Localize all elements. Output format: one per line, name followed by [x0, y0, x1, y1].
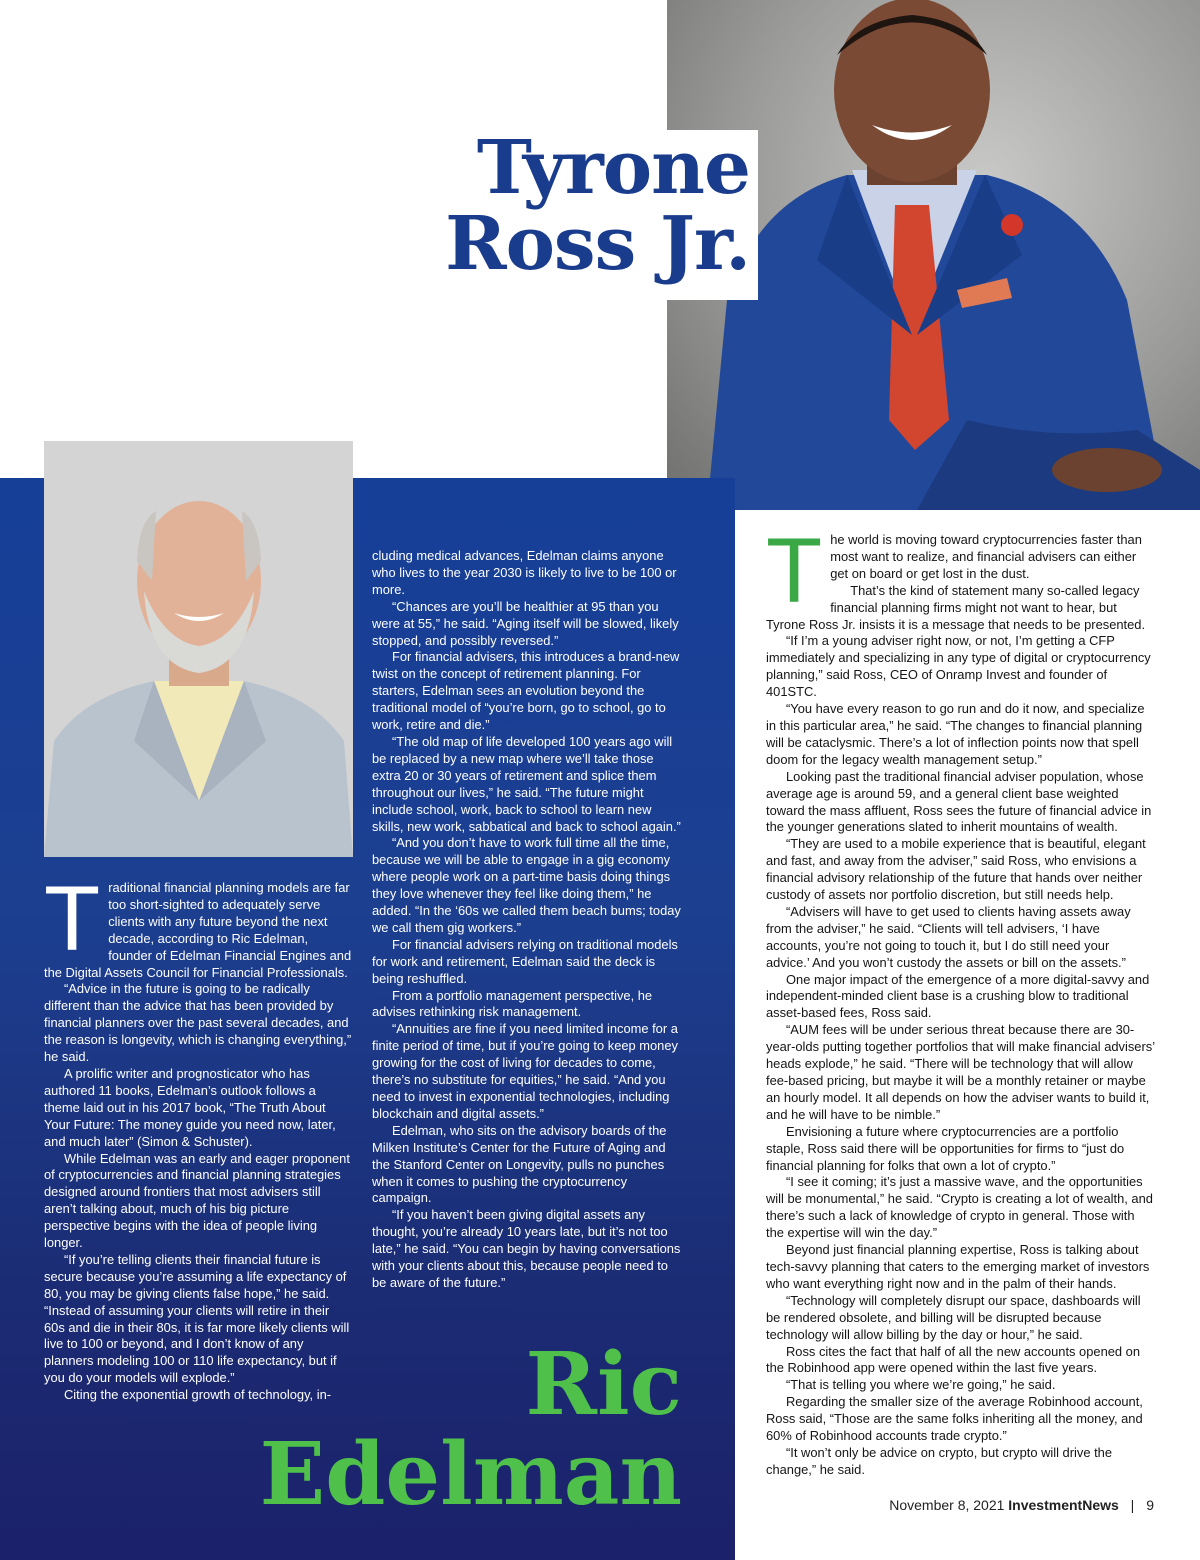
- paragraph: For financial advisers, this introduces a brand-new twist on the concept of retirement planning. For starters, Edelman sees an evolution beyond the traditional model of “you’re born, go to school, go to work, retire and die.”: [372, 649, 680, 733]
- paragraph: “AUM fees will be under serious threat because there are 30-year-olds putting together portfolios that will make financial advisers’ heads explode,” he said. “There will be technology that will allow fee-based pricing, but maybe it will be a monthly retainer or maybe an hourly model. It all depends on how the adviser wants to build it, and he will have to be nimble.”: [766, 1022, 1155, 1122]
- paragraph: he world is moving toward cryptocurrencies faster than most want to realize, and financial advisers can either get on board or get lost in the dust.: [830, 532, 1142, 581]
- paragraph: Ross cites the fact that half of all the new accounts opened on the Robinhood app were opened within the last five years.: [766, 1343, 1140, 1376]
- footer-separator: |: [1130, 1497, 1135, 1513]
- paragraph: Envisioning a future where cryptocurrencies are a portfolio staple, Ross said there will be opportunities for firms to “just do financial planning for folks that own a lot of crypto.”: [766, 1123, 1125, 1173]
- ric-article-column-1: [44, 868, 353, 1404]
- ric-edelman-photo: [44, 441, 353, 857]
- paragraph: That’s the kind of statement many so-called legacy financial planning firms might not want to hear, but Tyrone Ross Jr. insists it is a message that needs to be presented.: [766, 582, 1146, 632]
- page-number: 9: [1146, 1497, 1154, 1513]
- paragraph: “If you haven’t been giving digital assets any thought, you’re already 10 years late, but it’s not too late,” he said. “You can begin by having conversations with your clients about this, because people need to be aware of the future.”: [372, 1207, 681, 1290]
- paragraph: While Edelman was an early and eager proponent of cryptocurrencies and financial planning strategies designed around frontiers that most advisers still aren’t talking about, much of his big picture perspective begins with the idea of people living longer.: [44, 1150, 350, 1251]
- tyrone-dropcap: T: [766, 520, 823, 622]
- paragraph: cluding medical advances, Edelman claims anyone who lives to the year 2030 is likely to live to be 100 or more.: [372, 548, 677, 597]
- paragraph: Regarding the smaller size of the average Robinhood account, Ross said, “Those are the same folks inheriting all the money, and 60% of Robinhood accounts trade crypto.”: [766, 1394, 1143, 1444]
- page-footer: [889, 1497, 1154, 1513]
- paragraph: Edelman, who sits on the advisory boards of the Milken Institute’s Center for the Future of Aging and the Stanford Center on Longevity, pulls no punches when it comes to pushing the cryptocurrency campaign.: [372, 1122, 667, 1206]
- publication-name: InvestmentNews: [1008, 1497, 1119, 1513]
- paragraph: “If you’re telling clients their financial future is secure because you’re assuming a life expectancy of 80, you may be giving clients false hope,” he said. “Instead of assuming your clients will retire in their 60s and die in their 80s, it is far more likely clients will live to 100 or beyond, and I don’t know of any planners modeling 100 or 110 life expectancy, but if you do your models will explode.”: [44, 1251, 350, 1386]
- tyrone-article-column: [766, 520, 1156, 1479]
- paragraph: Citing the exponential growth of technology, in-: [64, 1387, 332, 1403]
- paragraph: “Technology will completely disrupt our space, dashboards will be rendered obsolete, and billing will be disrupted because technology will allow billing by the day or hour,” he said.: [766, 1292, 1141, 1342]
- tyrone-title: [318, 125, 750, 287]
- ric-title-line1: Ric: [525, 1334, 682, 1435]
- paragraph: Looking past the traditional financial adviser population, whose average age is around 59, and a general client base weighted toward the mass affluent, Ross sees the future of financial advice in the younger generations slated to inherit mountains of wealth.: [766, 768, 1152, 835]
- paragraph: “Advisers will have to get used to clients having assets away from the adviser,” he said. “Clients will tell advisers, ‘I have accounts, you’re not going to touch it, but I do still need your advice.’ And you won’t custody the assets or bill on the assets.”: [766, 903, 1131, 970]
- paragraph: “It won’t only be advice on crypto, but crypto will drive the change,” he said.: [766, 1444, 1112, 1477]
- ric-article-column-2: [372, 548, 682, 1292]
- paragraph: raditional financial planning models are far too short-sighted to adequately serve clients with any future beyond the next decade, according to Ric Edelman, founder of Edelman Financial Engines and the Digital Assets Council for Financial Professionals.: [44, 880, 352, 980]
- paragraph: A prolific writer and prognosticator who has authored 11 books, Edelman’s outlook follows a theme laid out in his 2017 book, “The Truth About Your Future: The money guide you need now, later, and much later” (Simon & Schuster).: [44, 1065, 336, 1149]
- paragraph: “Chances are you’ll be healthier at 95 than you were at 55,” he said. “Aging itself will be slowed, likely stopped, and possibly reversed.”: [372, 598, 679, 648]
- tyrone-title-line2: Ross Jr.: [445, 201, 750, 287]
- paragraph: “Annuities are fine if you need limited income for a finite period of time, but if you’re going to keep money growing for the cost of living for decades to come, there’s no substitute for equities,” he said. “And you need to invest in exponential technologies, including blockchain and digital assets.”: [372, 1021, 678, 1121]
- ric-dropcap: T: [44, 868, 101, 970]
- paragraph: “You have every reason to go run and do it now, and specialize in this particular area,” he said. “The changes to financial planning will be cataclysmic. There’s a lot of inflection points now that spell doom for the legacy wealth management setup.”: [766, 701, 1145, 767]
- ric-title-line2: Edelman: [259, 1424, 682, 1525]
- paragraph: Beyond just financial planning expertise, Ross is talking about tech-savvy planning that caters to the emerging market of investors who want everything right now and in the palm of their hands.: [766, 1242, 1150, 1291]
- paragraph: “I see it coming; it’s just a massive wave, and the opportunities will be monumental,” he said. “Crypto is creating a lot of wealth, and there’s such a lack of knowledge of crypto in general. Those with the expertise will win the day.”: [766, 1174, 1153, 1241]
- paragraph: “Advice in the future is going to be radically different than the advice that has been provided by financial planners over the past several decades, and the reason is longevity, which is changing everything,” he said.: [44, 981, 352, 1065]
- paragraph: “They are used to a mobile experience that is beautiful, elegant and fast, and away from the adviser,” said Ross, who envisions a financial advisory relationship of the future that hands over neither custody of assets nor portfolio discretion, but still needs help.: [766, 836, 1146, 903]
- paragraph: “If I’m a young adviser right now, or not, I’m getting a CFP immediately and specializing in any type of digital or cryptocurrency planning,” said Ross, CEO of Onramp Invest and founder of 401STC.: [766, 633, 1151, 700]
- paragraph: For financial advisers relying on traditional models for work and retirement, Edelman said the deck is being reshuffled.: [372, 936, 678, 986]
- paragraph: One major impact of the emergence of a more digital-savvy and independent-minded client base is a crushing blow to traditional asset-based fees, Ross said.: [766, 971, 1150, 1021]
- paragraph: “That is telling you where we’re going,” he said.: [786, 1377, 1056, 1393]
- ric-title: [220, 1334, 682, 1525]
- issue-date: November 8, 2021: [889, 1497, 1005, 1513]
- paragraph: “The old map of life developed 100 years ago will be replaced by a new map where we’ll take those extra 20 or 30 years of retirement and splice them throughout our lives,” he said. “The future might include school, work, back to school to learn new skills, new work, sabbatical and back to school again.”: [372, 733, 681, 834]
- paragraph: From a portfolio management perspective, he advises rethinking risk management.: [372, 987, 653, 1020]
- tyrone-title-line1: Tyrone: [476, 125, 750, 211]
- paragraph: “And you don’t have to work full time all the time, because we will be able to engage in a gig economy where people work on a part-time basis doing things they love whenever they feel like doing them,” he added. “In the ‘60s we called them beach bums; today we call them gig workers.”: [372, 835, 681, 935]
